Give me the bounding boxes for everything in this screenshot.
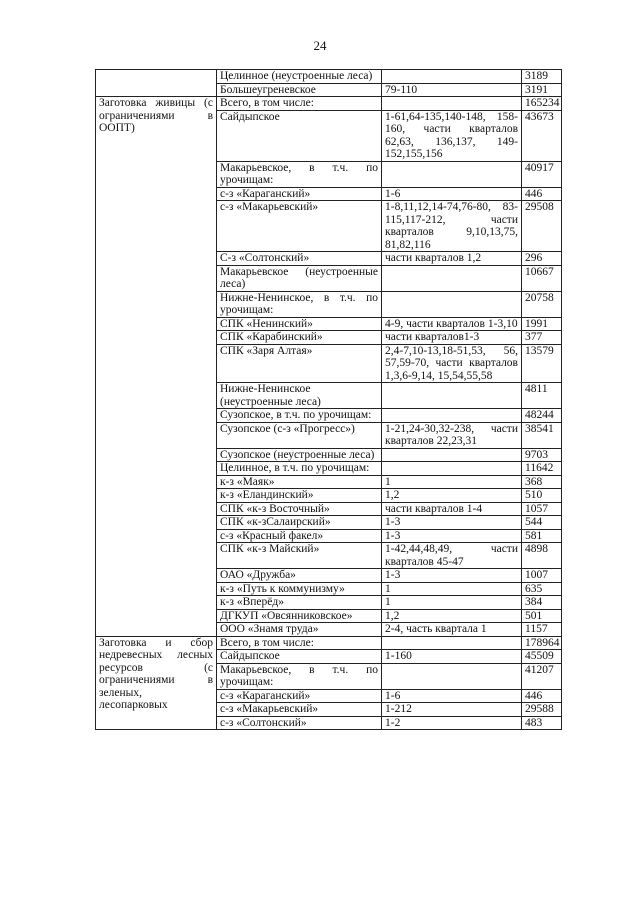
area-cell: 4811: [522, 383, 562, 409]
forest-area-name-cell: Целинное (неустроенные леса): [217, 70, 382, 84]
forest-area-name-cell: ООО «Знамя труда»: [217, 623, 382, 637]
area-cell: 3191: [522, 83, 562, 97]
forest-area-name-cell: к-з «Еландинский»: [217, 489, 382, 503]
quarters-cell: 2,4-7,10-13,18-51,53, 56, 57,59-70, части кварталов 1,3,6-9,14, 15,54,55,58: [382, 344, 522, 383]
forest-area-name-cell: Нижне-Ненинское, в т.ч. по урочищам:: [217, 291, 382, 317]
quarters-cell: 1-6: [382, 187, 522, 201]
area-cell: 1007: [522, 569, 562, 583]
forest-area-name-cell: Сузопское, в т.ч. по урочищам:: [217, 409, 382, 423]
quarters-cell: [382, 97, 522, 111]
quarters-cell: 1-160: [382, 650, 522, 664]
forest-area-name-cell: к-з «Вперёд»: [217, 596, 382, 610]
forest-area-name-cell: Сузопское (неустроенные леса): [217, 448, 382, 462]
quarters-cell: [382, 636, 522, 650]
page-number: 24: [313, 38, 327, 53]
area-cell: 9703: [522, 448, 562, 462]
area-cell: 178964: [522, 636, 562, 650]
area-cell: 1157: [522, 623, 562, 637]
quarters-cell: 1-2: [382, 716, 522, 730]
area-cell: 501: [522, 609, 562, 623]
area-cell: 10667: [522, 265, 562, 291]
area-cell: 296: [522, 252, 562, 266]
forest-area-name-cell: с-з «Красный факел»: [217, 529, 382, 543]
area-cell: 368: [522, 475, 562, 489]
quarters-cell: [382, 383, 522, 409]
area-cell: 1057: [522, 502, 562, 516]
forest-area-name-cell: Сузопское (с-з «Прогресс»): [217, 422, 382, 448]
forest-area-name-cell: с-з «Караганский»: [217, 689, 382, 703]
forest-area-name-cell: Всего, в том числе:: [217, 97, 382, 111]
quarters-cell: 1-3: [382, 516, 522, 530]
area-cell: 377: [522, 331, 562, 345]
forest-area-name-cell: с-з «Солтонский»: [217, 716, 382, 730]
area-cell: 446: [522, 689, 562, 703]
table-row: [96, 70, 562, 84]
area-cell: 483: [522, 716, 562, 730]
table-body: [96, 70, 562, 730]
area-cell: 40917: [522, 161, 562, 187]
table-row: [96, 636, 562, 650]
forest-area-name-cell: Всего, в том числе:: [217, 636, 382, 650]
forest-area-name-cell: с-з «Макарьевский»: [217, 201, 382, 252]
area-cell: 510: [522, 489, 562, 503]
area-cell: 41207: [522, 663, 562, 689]
forest-area-name-cell: к-з «Маяк»: [217, 475, 382, 489]
quarters-cell: 1: [382, 475, 522, 489]
quarters-cell: 1: [382, 582, 522, 596]
area-cell: 4898: [522, 543, 562, 569]
forest-area-name-cell: Большеугреневское: [217, 83, 382, 97]
forest-area-name-cell: Макарьевское, в т.ч. по урочищам:: [217, 663, 382, 689]
area-cell: 165234: [522, 97, 562, 111]
forest-area-name-cell: к-з «Путь к коммунизму»: [217, 582, 382, 596]
quarters-cell: [382, 663, 522, 689]
quarters-cell: 1-6: [382, 689, 522, 703]
forest-area-name-cell: СПК «к-з Майский»: [217, 543, 382, 569]
forest-area-name-cell: Нижне-Ненинское (неустроенные леса): [217, 383, 382, 409]
area-cell: 446: [522, 187, 562, 201]
forest-area-name-cell: Макарьевское, в т.ч. по урочищам:: [217, 161, 382, 187]
quarters-cell: [382, 265, 522, 291]
area-cell: 20758: [522, 291, 562, 317]
quarters-cell: 1,2: [382, 609, 522, 623]
quarters-cell: 1-21,24-30,32-238, части кварталов 22,23,31: [382, 422, 522, 448]
quarters-cell: 1-61,64-135,140-148, 158-160, части кварталов 62,63, 136,137, 149-152,155,156: [382, 110, 522, 161]
area-cell: 38541: [522, 422, 562, 448]
quarters-cell: 1-212: [382, 703, 522, 717]
quarters-cell: 2-4, часть квартала 1: [382, 623, 522, 637]
table-row: [96, 97, 562, 111]
area-cell: 11642: [522, 462, 562, 476]
area-cell: 43673: [522, 110, 562, 161]
area-cell: 45509: [522, 650, 562, 664]
quarters-cell: [382, 462, 522, 476]
forest-area-name-cell: Макарьевское (неустроенные леса): [217, 265, 382, 291]
forestry-table: [95, 69, 562, 730]
quarters-cell: 4-9, части кварталов 1-3,10: [382, 317, 522, 331]
quarters-cell: 1,2: [382, 489, 522, 503]
area-cell: 384: [522, 596, 562, 610]
area-cell: 1991: [522, 317, 562, 331]
quarters-cell: 1-42,44,48,49, части кварталов 45-47: [382, 543, 522, 569]
forest-area-name-cell: СПК «к-з Восточный»: [217, 502, 382, 516]
area-cell: 3189: [522, 70, 562, 84]
activity-type-cell: [96, 70, 217, 97]
quarters-cell: части кварталов 1-4: [382, 502, 522, 516]
quarters-cell: части кварталов1-3: [382, 331, 522, 345]
forest-area-name-cell: ОАО «Дружба»: [217, 569, 382, 583]
area-cell: 29588: [522, 703, 562, 717]
activity-type-cell: Заготовка живицы (с ограничениями в ООПТ): [96, 97, 217, 637]
quarters-cell: [382, 291, 522, 317]
quarters-cell: 1: [382, 596, 522, 610]
quarters-cell: части кварталов 1,2: [382, 252, 522, 266]
quarters-cell: [382, 70, 522, 84]
area-cell: 13579: [522, 344, 562, 383]
forest-area-name-cell: Целинное, в т.ч. по урочищам:: [217, 462, 382, 476]
quarters-cell: 1-3: [382, 569, 522, 583]
forest-area-name-cell: С-з «Солтонский»: [217, 252, 382, 266]
quarters-cell: [382, 161, 522, 187]
area-cell: 635: [522, 582, 562, 596]
area-cell: 544: [522, 516, 562, 530]
forest-area-name-cell: Сайдыпское: [217, 650, 382, 664]
forest-area-name-cell: СПК «к-зСалаирский»: [217, 516, 382, 530]
forest-area-name-cell: ДГКУП «Овсянниковское»: [217, 609, 382, 623]
forest-area-name-cell: СПК «Заря Алтая»: [217, 344, 382, 383]
area-cell: 581: [522, 529, 562, 543]
forest-area-name-cell: СПК «Карабинский»: [217, 331, 382, 345]
quarters-cell: 79-110: [382, 83, 522, 97]
quarters-cell: [382, 409, 522, 423]
quarters-cell: 1-8,11,12,14-74,76-80, 83-115,117-212, части кварталов 9,10,13,75, 81,82,116: [382, 201, 522, 252]
activity-type-cell: Заготовка и сбор недревесных лесных ресурсов (с ограничениями в зеленых, лесопарковых: [96, 636, 217, 730]
area-cell: 29508: [522, 201, 562, 252]
forest-area-name-cell: Сайдыпское: [217, 110, 382, 161]
area-cell: 48244: [522, 409, 562, 423]
quarters-cell: [382, 448, 522, 462]
forest-area-name-cell: СПК «Ненинский»: [217, 317, 382, 331]
forest-area-name-cell: с-з «Караганский»: [217, 187, 382, 201]
forest-area-name-cell: с-з «Макарьевский»: [217, 703, 382, 717]
quarters-cell: 1-3: [382, 529, 522, 543]
